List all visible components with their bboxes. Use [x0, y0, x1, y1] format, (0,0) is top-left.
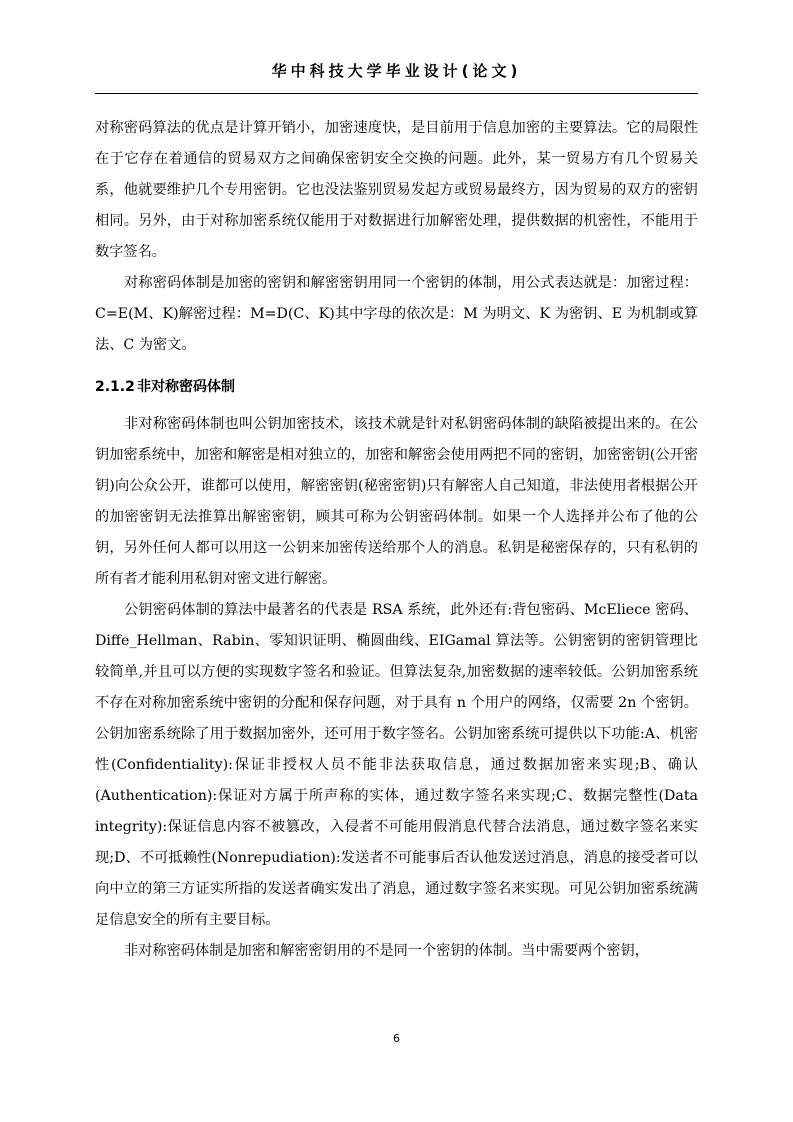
paragraph-asymmetric-definition: 非对称密码体制是加密和解密密钥用的不是同一个密钥的体制。当中需要两个密钥，: [124, 943, 649, 959]
page-body: [95, 113, 698, 967]
running-header-title: 华中科技大学毕业设计(论文): [271, 62, 522, 80]
section-number: 2.1.2: [95, 379, 135, 395]
section-title: 非对称密码体制: [137, 379, 235, 395]
paragraph-public-key-algorithms: 公钥密码体制的算法中最著名的代表是 RSA 系统，此外还有:背包密码、McEliece 密码、Diffe_Hellman、Rabin、零知识证明、椭圆曲线、EIGamal 算法等。公钥密钥的密钥管理比较简单,并且可以方便的实现数字签名和验证。但算法复杂,加密数据的速率较低。公钥加密系统不存在对称加密系统中密钥的分配和保存问题，对于具有 n 个用户的网络，仅需要 2n 个密钥。公钥加密系统除了用于数据加密外，还可用于数字签名。公钥加密系统可提供以下功能:A、机密性(Confidentiality):保证非授权人员不能非法获取信息，通过数据加密来实现;B、确认(Authentication):保证对方属于所声称的实体，通过数字签名来实现;C、数据完整性(Data integrity):保证信息内容不被篡改，入侵者不可能用假消息代替合法消息，通过数字签名来实现;D、不可抵赖性(Nonrepudiation):发送者不可能事后否认他发送过消息，消息的接受者可以向中立的第三方证实所指的发送者确实发出了消息，通过数字签名来实现。可见公钥加密系统满足信息安全的所有主要目标。: [95, 602, 698, 928]
page-number: 6: [393, 1032, 400, 1045]
paragraph-asymmetric-intro: 非对称密码体制也叫公钥加密技术，该技术就是针对私钥密码体制的缺陷被提出来的。在公钥加密系统中，加密和解密是相对独立的，加密和解密会使用两把不同的密钥，加密密钥(公开密钥)向公众公开，谁都可以使用，解密密钥(秘密密钥)只有解密人自己知道，非法使用者根据公开的加密密钥无法推算出解密密钥，顾其可称为公钥密码体制。如果一个人选择并公布了他的公钥，另外任何人都可以用这一公钥来加密传送给那个人的消息。私钥是秘密保存的，只有私钥的所有者才能利用私钥对密文进行解密。: [95, 416, 698, 587]
paragraph-symmetric-definition: 对称密码体制是加密的密钥和解密密钥用同一个密钥的体制，用公式表达就是：加密过程：C=E(M、K)解密过程：M=D(C、K)其中字母的依次是：M 为明文、K 为密钥、E 为机制或算法、C 为密文。: [95, 275, 698, 353]
section-heading: [95, 375, 698, 399]
paragraph-symmetric-advantages: 对称密码算法的优点是计算开销小，加密速度快，是目前用于信息加密的主要算法。它的局限性在于它存在着通信的贸易双方之间确保密钥安全交换的问题。此外，某一贸易方有几个贸易关系，他就要维护几个专用密钥。它也没法鉴别贸易发起方或贸易最终方，因为贸易的双方的密钥相同。另外，由于对称加密系统仅能用于对数据进行加解密处理，提供数据的机密性，不能用于数字签名。: [95, 120, 698, 260]
header-rule: [95, 93, 698, 94]
